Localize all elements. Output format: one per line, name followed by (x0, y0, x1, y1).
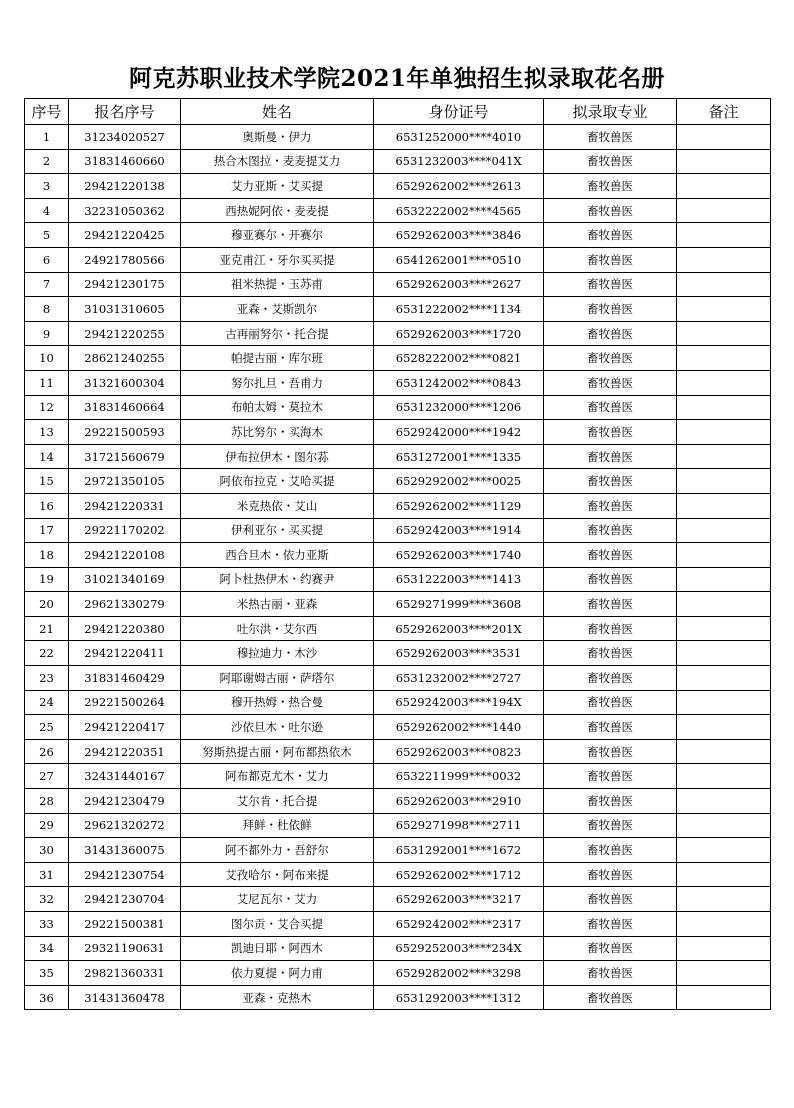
cell-index: 12 (25, 395, 69, 420)
cell-remarks (677, 813, 771, 838)
cell-name: 穆亚赛尔・开赛尔 (181, 223, 374, 248)
cell-registration-number: 29421220331 (69, 493, 181, 518)
cell-id-number: 6529262003****3846 (374, 223, 544, 248)
cell-remarks (677, 690, 771, 715)
document-title: 阿克苏职业技术学院2021年单独招生拟录取花名册 (128, 65, 665, 92)
cell-major: 畜牧兽医 (544, 985, 677, 1010)
header-registration-number: 报名序号 (69, 99, 181, 125)
cell-index: 20 (25, 592, 69, 617)
cell-remarks (677, 493, 771, 518)
cell-registration-number: 29421220380 (69, 616, 181, 641)
cell-name: 苏比努尔・买海木 (181, 420, 374, 445)
cell-index: 7 (25, 272, 69, 297)
cell-id-number: 6531252000****4010 (374, 125, 544, 150)
table-row (25, 420, 771, 445)
cell-major: 畜牧兽医 (544, 395, 677, 420)
table-row (25, 370, 771, 395)
cell-remarks (677, 247, 771, 272)
cell-name: 艾力亚斯・艾买提 (181, 174, 374, 199)
table-row (25, 789, 771, 814)
cell-remarks (677, 616, 771, 641)
table-header-row (25, 99, 771, 125)
cell-remarks (677, 444, 771, 469)
cell-remarks (677, 862, 771, 887)
cell-registration-number: 29221500381 (69, 912, 181, 937)
cell-registration-number: 31721560679 (69, 444, 181, 469)
cell-registration-number: 29421220138 (69, 174, 181, 199)
cell-id-number: 6531222003****1413 (374, 567, 544, 592)
cell-major: 畜牧兽医 (544, 641, 677, 666)
cell-major: 畜牧兽医 (544, 592, 677, 617)
table-row (25, 985, 771, 1010)
cell-major: 畜牧兽医 (544, 666, 677, 691)
header-name: 姓名 (181, 99, 374, 125)
cell-major: 畜牧兽医 (544, 567, 677, 592)
table-row (25, 444, 771, 469)
cell-registration-number: 29221500264 (69, 690, 181, 715)
header-id-number: 身份证号 (374, 99, 544, 125)
cell-name: 图尔贡・艾合买提 (181, 912, 374, 937)
cell-registration-number: 29421230175 (69, 272, 181, 297)
table-row (25, 961, 771, 986)
cell-remarks (677, 567, 771, 592)
cell-index: 17 (25, 518, 69, 543)
cell-registration-number: 32431440167 (69, 764, 181, 789)
cell-major: 畜牧兽医 (544, 518, 677, 543)
table-row (25, 690, 771, 715)
cell-name: 阿布都克尤木・艾力 (181, 764, 374, 789)
cell-id-number: 6531232002****2727 (374, 666, 544, 691)
cell-id-number: 6529282002****3298 (374, 961, 544, 986)
cell-index: 3 (25, 174, 69, 199)
cell-index: 15 (25, 469, 69, 494)
cell-major: 畜牧兽医 (544, 469, 677, 494)
cell-index: 8 (25, 297, 69, 322)
cell-registration-number: 29421220411 (69, 641, 181, 666)
cell-remarks (677, 666, 771, 691)
cell-major: 畜牧兽医 (544, 223, 677, 248)
cell-name: 伊布拉伊木・图尔荪 (181, 444, 374, 469)
table-row (25, 666, 771, 691)
cell-remarks (677, 272, 771, 297)
cell-remarks (677, 223, 771, 248)
cell-name: 依力夏提・阿力甫 (181, 961, 374, 986)
cell-index: 34 (25, 936, 69, 961)
cell-index: 2 (25, 149, 69, 174)
table-row (25, 838, 771, 863)
cell-name: 艾孜哈尔・阿布来提 (181, 862, 374, 887)
table-row (25, 518, 771, 543)
cell-name: 亚森・克热木 (181, 985, 374, 1010)
cell-major: 畜牧兽医 (544, 198, 677, 223)
cell-name: 努斯热提古丽・阿布都热依木 (181, 739, 374, 764)
cell-id-number: 6531232003****041X (374, 149, 544, 174)
cell-name: 沙依旦木・吐尔逊 (181, 715, 374, 740)
cell-id-number: 6529242003****194X (374, 690, 544, 715)
cell-name: 阿依布拉克・艾哈买提 (181, 469, 374, 494)
cell-registration-number: 28621240255 (69, 346, 181, 371)
cell-registration-number: 29421220255 (69, 321, 181, 346)
cell-major: 畜牧兽医 (544, 420, 677, 445)
cell-id-number: 6532222002****4565 (374, 198, 544, 223)
cell-id-number: 6529262002****1440 (374, 715, 544, 740)
cell-remarks (677, 739, 771, 764)
cell-registration-number: 32231050362 (69, 198, 181, 223)
cell-major: 畜牧兽医 (544, 444, 677, 469)
cell-major: 畜牧兽医 (544, 715, 677, 740)
cell-registration-number: 24921780566 (69, 247, 181, 272)
table-row (25, 813, 771, 838)
table-row (25, 125, 771, 150)
cell-name: 古再丽努尔・托合提 (181, 321, 374, 346)
cell-id-number: 6529292002****0025 (374, 469, 544, 494)
header-major: 拟录取专业 (544, 99, 677, 125)
cell-index: 31 (25, 862, 69, 887)
cell-registration-number: 29321190631 (69, 936, 181, 961)
cell-index: 30 (25, 838, 69, 863)
cell-index: 23 (25, 666, 69, 691)
cell-id-number: 6529262003****3531 (374, 641, 544, 666)
cell-remarks (677, 370, 771, 395)
cell-id-number: 6532211999****0032 (374, 764, 544, 789)
cell-major: 畜牧兽医 (544, 690, 677, 715)
cell-name: 米热古丽・亚森 (181, 592, 374, 617)
cell-index: 5 (25, 223, 69, 248)
cell-remarks (677, 912, 771, 937)
cell-registration-number: 29821360331 (69, 961, 181, 986)
cell-registration-number: 29421220108 (69, 543, 181, 568)
cell-remarks (677, 543, 771, 568)
cell-remarks (677, 641, 771, 666)
cell-index: 29 (25, 813, 69, 838)
cell-id-number: 6531242002****0843 (374, 370, 544, 395)
cell-id-number: 6531232000****1206 (374, 395, 544, 420)
cell-index: 24 (25, 690, 69, 715)
table-row (25, 493, 771, 518)
cell-remarks (677, 346, 771, 371)
cell-name: 艾尔肯・托合提 (181, 789, 374, 814)
cell-id-number: 6528222002****0821 (374, 346, 544, 371)
cell-major: 畜牧兽医 (544, 493, 677, 518)
cell-index: 13 (25, 420, 69, 445)
cell-id-number: 6529262003****201X (374, 616, 544, 641)
cell-major: 畜牧兽医 (544, 616, 677, 641)
cell-name: 艾尼瓦尔・艾力 (181, 887, 374, 912)
cell-registration-number: 29621330279 (69, 592, 181, 617)
cell-remarks (677, 469, 771, 494)
cell-index: 28 (25, 789, 69, 814)
cell-remarks (677, 198, 771, 223)
cell-id-number: 6529262003****0823 (374, 739, 544, 764)
cell-id-number: 6531292001****1672 (374, 838, 544, 863)
cell-major: 畜牧兽医 (544, 789, 677, 814)
cell-index: 9 (25, 321, 69, 346)
table-row (25, 764, 771, 789)
cell-registration-number: 29221170202 (69, 518, 181, 543)
cell-remarks (677, 936, 771, 961)
cell-remarks (677, 395, 771, 420)
cell-id-number: 6529262002****1129 (374, 493, 544, 518)
cell-index: 18 (25, 543, 69, 568)
cell-major: 畜牧兽医 (544, 149, 677, 174)
cell-major: 畜牧兽医 (544, 174, 677, 199)
cell-major: 畜牧兽医 (544, 321, 677, 346)
cell-major: 畜牧兽医 (544, 862, 677, 887)
cell-registration-number: 29221500593 (69, 420, 181, 445)
cell-id-number: 6541262001****0510 (374, 247, 544, 272)
cell-registration-number: 31831460429 (69, 666, 181, 691)
cell-id-number: 6529262003****1740 (374, 543, 544, 568)
cell-name: 西合旦木・依力亚斯 (181, 543, 374, 568)
cell-index: 22 (25, 641, 69, 666)
cell-id-number: 6529262002****2613 (374, 174, 544, 199)
header-index: 序号 (25, 99, 69, 125)
cell-registration-number: 31431360478 (69, 985, 181, 1010)
cell-major: 畜牧兽医 (544, 272, 677, 297)
cell-id-number: 6531222002****1134 (374, 297, 544, 322)
cell-name: 拜鲜・杜依鲜 (181, 813, 374, 838)
table-row (25, 223, 771, 248)
table-row (25, 174, 771, 199)
cell-name: 阿卜杜热伊木・约赛尹 (181, 567, 374, 592)
cell-name: 西热妮阿依・麦麦提 (181, 198, 374, 223)
table-row (25, 887, 771, 912)
table-row (25, 469, 771, 494)
cell-name: 穆开热姆・热合曼 (181, 690, 374, 715)
table-row (25, 395, 771, 420)
cell-id-number: 6529262003****2627 (374, 272, 544, 297)
cell-id-number: 6531292003****1312 (374, 985, 544, 1010)
table-row (25, 346, 771, 371)
cell-name: 奥斯曼・伊力 (181, 125, 374, 150)
cell-remarks (677, 174, 771, 199)
cell-name: 阿耶谢姆古丽・萨塔尔 (181, 666, 374, 691)
cell-major: 畜牧兽医 (544, 764, 677, 789)
cell-registration-number: 31031310605 (69, 297, 181, 322)
cell-remarks (677, 764, 771, 789)
cell-index: 19 (25, 567, 69, 592)
cell-major: 畜牧兽医 (544, 912, 677, 937)
cell-registration-number: 29421230704 (69, 887, 181, 912)
cell-name: 阿不都外力・吾舒尔 (181, 838, 374, 863)
cell-id-number: 6529242003****1914 (374, 518, 544, 543)
cell-id-number: 6529262003****1720 (374, 321, 544, 346)
cell-registration-number: 31021340169 (69, 567, 181, 592)
table-row (25, 715, 771, 740)
cell-major: 畜牧兽医 (544, 936, 677, 961)
cell-index: 32 (25, 887, 69, 912)
cell-remarks (677, 789, 771, 814)
cell-id-number: 6529262002****1712 (374, 862, 544, 887)
cell-remarks (677, 321, 771, 346)
header-remarks: 备注 (677, 99, 771, 125)
cell-name: 亚森・艾斯凯尔 (181, 297, 374, 322)
cell-major: 畜牧兽医 (544, 813, 677, 838)
cell-remarks (677, 149, 771, 174)
cell-id-number: 6529242000****1942 (374, 420, 544, 445)
table-row (25, 862, 771, 887)
cell-index: 11 (25, 370, 69, 395)
cell-name: 穆拉迪力・木沙 (181, 641, 374, 666)
cell-registration-number: 29421230479 (69, 789, 181, 814)
cell-remarks (677, 961, 771, 986)
cell-name: 吐尔洪・艾尔西 (181, 616, 374, 641)
cell-index: 14 (25, 444, 69, 469)
cell-major: 畜牧兽医 (544, 370, 677, 395)
cell-remarks (677, 420, 771, 445)
table-row (25, 247, 771, 272)
table-row (25, 297, 771, 322)
cell-major: 畜牧兽医 (544, 739, 677, 764)
cell-index: 6 (25, 247, 69, 272)
cell-registration-number: 29421230754 (69, 862, 181, 887)
cell-name: 祖米热提・玉苏甫 (181, 272, 374, 297)
cell-registration-number: 29721350105 (69, 469, 181, 494)
cell-remarks (677, 518, 771, 543)
cell-registration-number: 29621320272 (69, 813, 181, 838)
cell-index: 25 (25, 715, 69, 740)
cell-index: 26 (25, 739, 69, 764)
cell-name: 伊利亚尔・买买提 (181, 518, 374, 543)
cell-index: 4 (25, 198, 69, 223)
cell-major: 畜牧兽医 (544, 838, 677, 863)
table-row (25, 936, 771, 961)
cell-remarks (677, 125, 771, 150)
table-row (25, 149, 771, 174)
cell-index: 36 (25, 985, 69, 1010)
table-row (25, 198, 771, 223)
cell-index: 35 (25, 961, 69, 986)
cell-index: 33 (25, 912, 69, 937)
cell-id-number: 6529262003****3217 (374, 887, 544, 912)
cell-registration-number: 31831460664 (69, 395, 181, 420)
cell-id-number: 6531272001****1335 (374, 444, 544, 469)
cell-name: 努尔扎旦・吾甫力 (181, 370, 374, 395)
cell-name: 凯迪日耶・阿西木 (181, 936, 374, 961)
cell-remarks (677, 715, 771, 740)
cell-index: 10 (25, 346, 69, 371)
cell-remarks (677, 592, 771, 617)
table-row (25, 739, 771, 764)
table-row (25, 912, 771, 937)
cell-major: 畜牧兽医 (544, 125, 677, 150)
table-row (25, 616, 771, 641)
table-row (25, 321, 771, 346)
table-row (25, 641, 771, 666)
cell-remarks (677, 838, 771, 863)
cell-registration-number: 31321600304 (69, 370, 181, 395)
cell-name: 帕提古丽・库尔班 (181, 346, 374, 371)
cell-registration-number: 29421220351 (69, 739, 181, 764)
cell-remarks (677, 985, 771, 1010)
cell-major: 畜牧兽医 (544, 346, 677, 371)
cell-major: 畜牧兽医 (544, 961, 677, 986)
cell-id-number: 6529271999****3608 (374, 592, 544, 617)
cell-name: 亚克甫江・牙尔买买提 (181, 247, 374, 272)
cell-registration-number: 31234020527 (69, 125, 181, 150)
cell-index: 16 (25, 493, 69, 518)
cell-registration-number: 31431360075 (69, 838, 181, 863)
table-row (25, 567, 771, 592)
cell-id-number: 6529262003****2910 (374, 789, 544, 814)
cell-index: 21 (25, 616, 69, 641)
cell-remarks (677, 887, 771, 912)
cell-registration-number: 29421220425 (69, 223, 181, 248)
table-row (25, 272, 771, 297)
cell-remarks (677, 297, 771, 322)
cell-major: 畜牧兽医 (544, 297, 677, 322)
cell-major: 畜牧兽医 (544, 543, 677, 568)
table-row (25, 592, 771, 617)
cell-id-number: 6529271998****2711 (374, 813, 544, 838)
cell-registration-number: 29421220417 (69, 715, 181, 740)
cell-id-number: 6529242002****2317 (374, 912, 544, 937)
cell-id-number: 6529252003****234X (374, 936, 544, 961)
cell-major: 畜牧兽医 (544, 247, 677, 272)
cell-index: 1 (25, 125, 69, 150)
table-body (25, 125, 771, 1010)
cell-registration-number: 31831460660 (69, 149, 181, 174)
table-row (25, 543, 771, 568)
cell-index: 27 (25, 764, 69, 789)
cell-name: 热合木图拉・麦麦提艾力 (181, 149, 374, 174)
admission-table (24, 98, 771, 1010)
cell-name: 米克热依・艾山 (181, 493, 374, 518)
cell-name: 布帕太姆・莫拉木 (181, 395, 374, 420)
cell-major: 畜牧兽医 (544, 887, 677, 912)
